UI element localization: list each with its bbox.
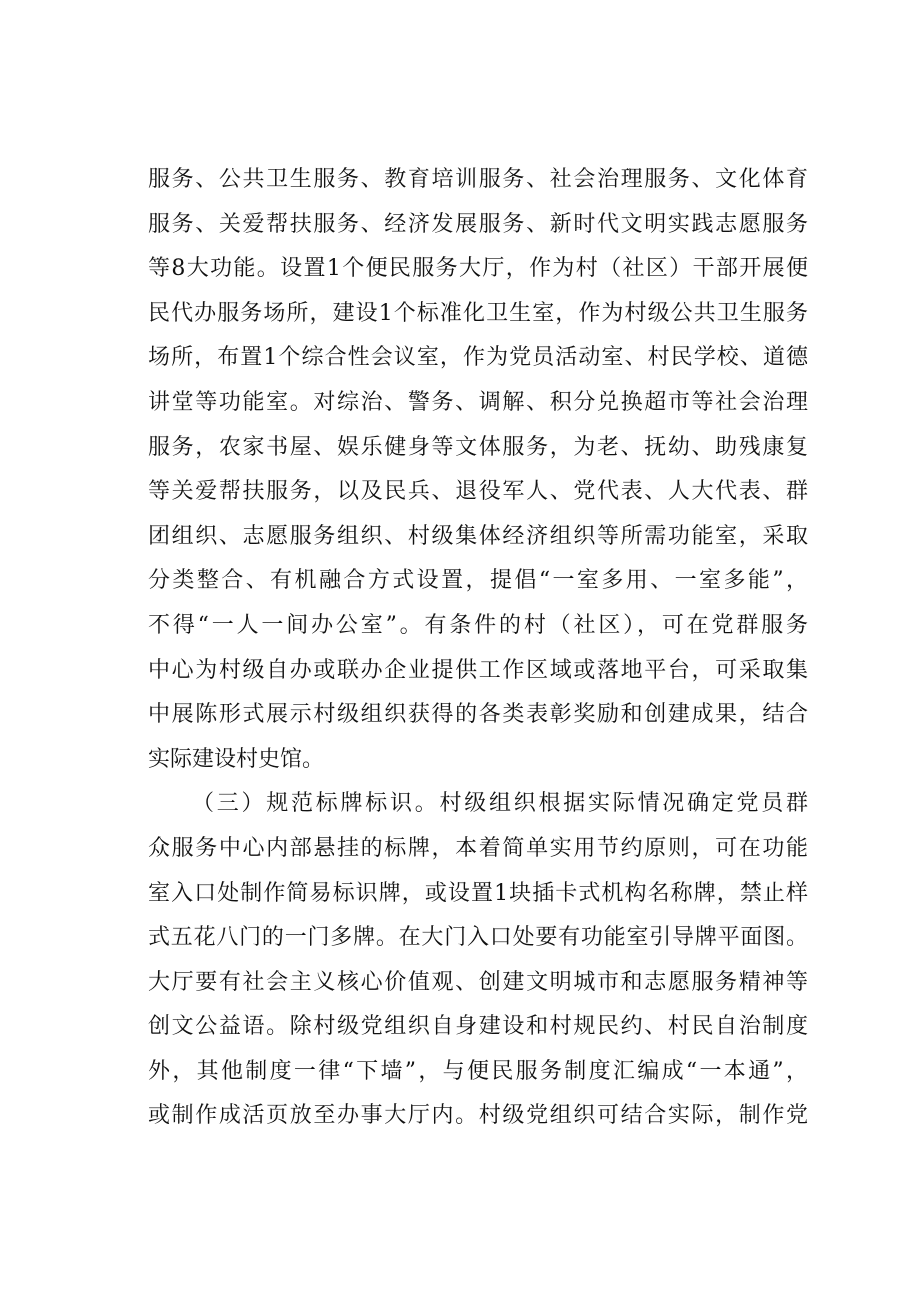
- text-line: 等关爱帮扶服务，以及民兵、退役军人、党代表、人大代表、群: [148, 479, 808, 505]
- text-line-last: 实际建设村史馆。: [148, 746, 325, 772]
- text-line: 或制作成活页放至办事大厅内。村级党组织可结合实际，制作党: [148, 1103, 808, 1129]
- text-line: 中心为村级自办或联办企业提供工作区域或落地平台，可采取集: [148, 657, 808, 683]
- text-line: 外，其他制度一律“下墙”，与便民服务制度汇编成“一本通”，: [148, 1058, 808, 1084]
- text-line: 中展陈形式展示村级组织获得的各类表彰奖励和创建成果，结合: [148, 702, 808, 728]
- paragraph-continued: [148, 158, 808, 782]
- text-line: 场所，布置1个综合性会议室，作为党员活动室、村民学校、道德: [148, 345, 808, 371]
- text-line: 式五花八门的一门多牌。在大门入口处要有功能室引导牌平面图。: [148, 925, 808, 951]
- text-line: 等8大功能。设置1个便民服务大厅，作为村（社区）干部开展便: [148, 256, 808, 282]
- text-line: 不得“一人一间办公室”。有条件的村（社区），可在党群服务: [148, 612, 808, 638]
- document-body: [148, 158, 808, 1139]
- text-line: 众服务中心内部悬挂的标牌，本着简单实用节约原则，可在功能: [148, 835, 808, 861]
- text-line: 大厅要有社会主义核心价值观、创建文明城市和志愿服务精神等: [148, 969, 808, 995]
- text-line: 民代办服务场所，建设1个标准化卫生室，作为村级公共卫生服务: [148, 300, 808, 326]
- text-line: 创文公益语。除村级党组织自身建设和村规民约、村民自治制度: [148, 1014, 808, 1040]
- text-line: 团组织、志愿服务组织、村级集体经济组织等所需功能室，采取: [148, 523, 808, 549]
- paragraph-section-3: [148, 782, 808, 1139]
- text-line: 服务，农家书屋、娱乐健身等文体服务，为老、抚幼、助残康复: [148, 434, 808, 460]
- text-line: 室入口处制作简易标识牌，或设置1块插卡式机构名称牌，禁止样: [148, 880, 808, 906]
- text-line: 服务、关爱帮扶服务、经济发展服务、新时代文明实践志愿服务: [148, 211, 808, 237]
- text-line: 服务、公共卫生服务、教育培训服务、社会治理服务、文化体育: [148, 167, 808, 192]
- text-line: 讲堂等功能室。对综治、警务、调解、积分兑换超市等社会治理: [148, 389, 808, 415]
- section-heading-line: （三）规范标牌标识。村级组织根据实际情况确定党员群: [192, 791, 808, 817]
- text-line: 分类整合、有机融合方式设置，提倡“一室多用、一室多能”，: [148, 568, 808, 594]
